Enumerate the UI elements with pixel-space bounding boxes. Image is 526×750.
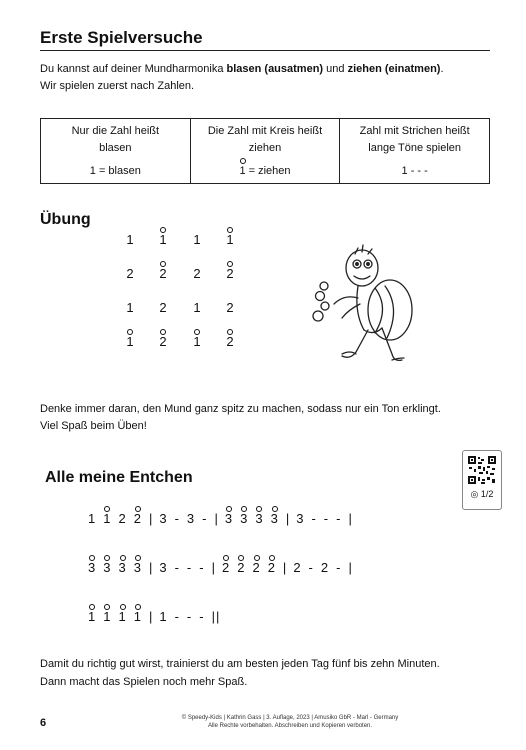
hold-dash: -: [174, 511, 180, 526]
legend-draw-line2: ziehen: [248, 142, 282, 154]
draw-note: 1: [88, 609, 97, 624]
intro-text: [40, 61, 500, 95]
turtle-illustration: [300, 240, 420, 380]
exercise-note: [187, 232, 207, 247]
draw-note: 3: [270, 511, 279, 526]
song-line-3: [88, 609, 226, 624]
draw-note: 3: [88, 560, 97, 575]
hold-dash: -: [336, 560, 342, 575]
draw-note: 2: [237, 560, 246, 575]
draw-note: 1: [133, 609, 142, 624]
hold-dash: -: [199, 609, 205, 624]
hold-dash: -: [308, 560, 314, 575]
draw-note: 2: [133, 511, 142, 526]
draw-note: 3: [255, 511, 264, 526]
closing-line1: Damit du richtig gut wirst, trainierst du am besten jeden Tag fünf bis zehn Minuten.: [40, 658, 440, 670]
intro-line1-pre: Du kannst auf deiner Mundharmonika: [40, 63, 227, 75]
draw-note: 3: [224, 511, 234, 526]
qr-track-number: 1/2: [480, 489, 494, 499]
legend-long-line1: Zahl mit Strichen heißt: [359, 125, 470, 137]
bar-line: |: [148, 511, 154, 526]
blow-note: 3: [296, 511, 305, 526]
intro-line1-post: .: [440, 63, 444, 75]
song-heading: Alle meine Entchen: [45, 469, 193, 486]
exercise-note: [120, 266, 140, 281]
blow-note: 2: [193, 266, 201, 281]
exercise-note: [153, 232, 173, 247]
bar-line: ||: [211, 609, 221, 624]
exercise-note: [220, 300, 240, 315]
draw-note: 1: [126, 334, 134, 349]
hold-dash: -: [199, 560, 205, 575]
exercise-note: [187, 266, 207, 281]
intro-line1-mid: und: [323, 63, 348, 75]
title-underline: [40, 50, 490, 51]
notation-legend-table: [40, 118, 490, 184]
draw-note: 3: [240, 511, 249, 526]
exercise-note: [153, 300, 173, 315]
page-title: Erste Spielversuche: [40, 28, 203, 47]
hold-dash: -: [202, 511, 208, 526]
footer-copy-line2: Alle Rechte vorbehalten. Abschreiben und Kopieren verboten.: [207, 723, 373, 729]
legend-draw-example: [195, 163, 336, 180]
hold-dash: -: [336, 511, 342, 526]
hold-dash: -: [174, 560, 180, 575]
legend-cell-draw: [190, 119, 340, 184]
draw-note: 3: [133, 560, 142, 575]
exercise-note: [120, 232, 140, 247]
song-line-2: [88, 560, 359, 575]
blow-note: 1: [126, 232, 134, 247]
draw-note: 2: [252, 560, 261, 575]
blow-note: 2: [159, 300, 167, 315]
draw-note: 2: [226, 266, 234, 281]
blow-note: 1: [159, 609, 168, 624]
page-number: 6: [40, 717, 47, 729]
blow-note: 3: [159, 511, 168, 526]
blow-note: 2: [320, 560, 330, 575]
footer-copy-line1: © Speedy-Kids | Kathrin Gass | 3. Auflage, 2023 | Amusiko GbR - Marl - Germany: [181, 715, 399, 721]
song-line-1: [88, 511, 359, 526]
bar-line: |: [348, 560, 353, 575]
draw-note: 2: [159, 266, 167, 281]
exercise-note: [153, 266, 173, 281]
footer-copyright: [130, 714, 450, 730]
draw-note: 1: [159, 232, 167, 247]
exercise-note: [120, 334, 140, 349]
bar-line: |: [214, 511, 219, 526]
bar-line: |: [348, 511, 353, 526]
legend-blow-line1: Nur die Zahl heißt: [71, 125, 160, 137]
legend-blow-line2: blasen: [99, 142, 132, 154]
closing-line2: Dann macht das Spielen noch mehr Spaß.: [40, 676, 248, 688]
legend-cell-long: [340, 119, 490, 184]
draw-note: 2: [267, 560, 276, 575]
legend-long-example: 1 - - -: [401, 165, 428, 177]
ringed-number: 1: [239, 163, 245, 180]
hold-dash: -: [186, 609, 193, 624]
exercise-note: [120, 300, 140, 315]
intro-line2: Wir spielen zuerst nach Zahlen.: [40, 80, 195, 92]
draw-note: 1: [103, 511, 112, 526]
exercise-note: [220, 232, 240, 247]
legend-draw-example-text: = ziehen: [245, 165, 291, 177]
draw-note: 2: [159, 334, 167, 349]
note-line1: Denke immer daran, den Mund ganz spitz zu machen, sodass nur ein Ton erklingt.: [40, 403, 441, 415]
practice-note: [40, 401, 500, 435]
draw-note: 1: [226, 232, 234, 247]
blow-note: 1: [193, 300, 201, 315]
blow-note: 1: [126, 300, 134, 315]
intro-blow: blasen (ausatmen): [226, 63, 324, 75]
exercise-note: [153, 334, 173, 349]
draw-note: 1: [103, 609, 112, 624]
blow-note: 1: [193, 232, 201, 247]
draw-note: 3: [103, 560, 112, 575]
blow-note: 3: [186, 511, 196, 526]
exercise-note: [187, 300, 207, 315]
hold-dash: -: [174, 609, 180, 624]
qr-code-box[interactable]: [462, 450, 502, 510]
draw-note: 2: [221, 560, 231, 575]
legend-long-line2: lange Töne spielen: [368, 142, 462, 154]
bar-line: |: [285, 511, 291, 526]
note-line2: Viel Spaß beim Üben!: [40, 420, 147, 432]
draw-note: 3: [118, 560, 127, 575]
legend-blow-example: 1 = blasen: [89, 165, 141, 177]
draw-note: 1: [193, 334, 201, 349]
legend-draw-line1: Die Zahl mit Kreis heißt: [207, 125, 323, 137]
bar-line: |: [148, 609, 154, 624]
hold-dash: -: [311, 511, 317, 526]
exercise-note: [187, 334, 207, 349]
exercise-note: [220, 334, 240, 349]
blow-note: 2: [226, 300, 234, 315]
bar-line: |: [148, 560, 154, 575]
blow-note: 2: [293, 560, 302, 575]
legend-cell-blow: [41, 119, 191, 184]
bar-line: |: [282, 560, 288, 575]
hold-dash: -: [186, 560, 193, 575]
hold-dash: -: [323, 511, 330, 526]
qr-code-icon: [467, 455, 497, 485]
audio-disc-icon: ◎: [470, 489, 479, 499]
exercise-heading: Übung: [40, 211, 91, 228]
draw-note: 1: [118, 609, 127, 624]
draw-note: 2: [226, 334, 234, 349]
blow-note: 2: [118, 511, 127, 526]
exercise-note: [220, 266, 240, 281]
blow-note: 1: [88, 511, 97, 526]
closing-text: [40, 655, 500, 691]
blow-note: 3: [159, 560, 168, 575]
qr-label: [465, 489, 499, 500]
blow-note: 2: [126, 266, 134, 281]
intro-draw: ziehen (einatmen): [347, 63, 441, 75]
bar-line: |: [211, 560, 216, 575]
